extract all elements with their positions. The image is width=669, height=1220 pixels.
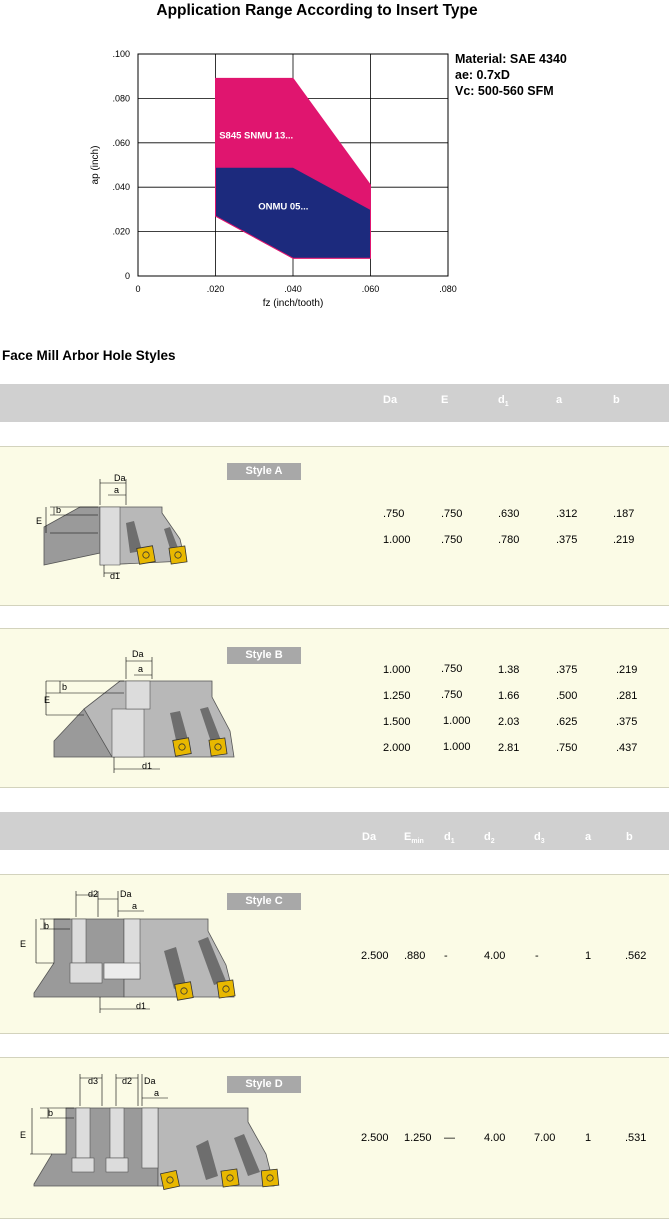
y-tick-label: .080: [112, 93, 130, 104]
label-b: b: [62, 682, 68, 692]
section-title: Face Mill Arbor Hole Styles: [2, 348, 176, 363]
label-a: a: [114, 485, 120, 495]
label-da: Da: [144, 1076, 156, 1086]
label-b: b: [48, 1108, 54, 1118]
cell: .750: [383, 508, 405, 520]
style-c-diagram: [14, 885, 254, 1020]
y-tick-label: 0: [124, 271, 130, 281]
ae-line: ae: 0.7xD: [455, 68, 510, 82]
table2-header: [0, 812, 669, 850]
header-emin: $E_{min}$: [404, 831, 424, 846]
cell: .780: [498, 534, 520, 546]
cell: 2.500: [361, 950, 389, 962]
cell: .880: [404, 950, 426, 962]
series-label-snmu: S845 SNMU 13...: [219, 130, 294, 142]
cell: .187: [613, 508, 635, 520]
label-da: Da: [120, 889, 132, 899]
header-a: a: [556, 394, 563, 406]
cell: .219: [613, 534, 635, 546]
cell: 2.000: [383, 742, 411, 754]
application-range-chart: [0, 0, 669, 320]
style-d-badge: Style D: [227, 1076, 301, 1093]
style-d-diagram: [16, 1068, 286, 1208]
cell: 1.500: [383, 716, 411, 728]
label-e: E: [20, 1130, 27, 1140]
cell: .281: [616, 690, 638, 702]
label-da: Da: [132, 649, 144, 659]
style-b-badge: Style B: [227, 647, 301, 664]
label-d1: d1: [110, 571, 121, 581]
style-a-badge: Style A: [227, 463, 301, 480]
cell: 1: [585, 950, 592, 962]
x-axis-label: fz (inch/tooth): [262, 298, 324, 309]
x-tick-label: .080: [439, 284, 457, 294]
x-tick-label: .060: [361, 284, 380, 294]
y-tick-label: .040: [112, 182, 130, 193]
header-e: E: [441, 394, 449, 406]
cell: 1.000: [383, 534, 411, 546]
label-d3: d3: [88, 1076, 99, 1086]
material-line: Material: SAE 4340: [455, 52, 567, 66]
vc-line: Vc: 500-560 SFM: [455, 84, 554, 98]
label-d2: d2: [122, 1076, 133, 1086]
y-tick-label: .020: [112, 226, 130, 237]
x-tick-labels: [135, 284, 456, 294]
cell: 2.81: [498, 742, 520, 754]
x-tick-label: .020: [206, 284, 225, 294]
chart-title: Application Range According to Insert Type: [156, 2, 478, 19]
cell: .562: [625, 950, 647, 962]
cell: 2.500: [361, 1132, 389, 1144]
cell: .750: [441, 534, 463, 546]
cell: 7.00: [534, 1132, 556, 1144]
header-a: a: [585, 831, 592, 843]
header-da: Da: [362, 831, 377, 843]
style-c-panel: [0, 874, 669, 1034]
cell: .437: [616, 742, 638, 754]
header-d3: $d_3$: [534, 831, 545, 846]
cell: 1.250: [404, 1132, 432, 1144]
cell: .630: [498, 508, 520, 520]
y-tick-labels: [112, 49, 130, 281]
header-b: b: [626, 831, 633, 843]
x-tick-label: .040: [284, 284, 302, 294]
header-da: Da: [383, 394, 398, 406]
y-tick-label: .060: [112, 137, 130, 148]
header-d1: $d_1$: [444, 831, 455, 846]
style-d-panel: [0, 1057, 669, 1219]
cell: .375: [556, 664, 578, 676]
cell: 1.000: [443, 715, 471, 727]
cell: .375: [556, 534, 578, 546]
y-tick-label: .100: [112, 49, 130, 59]
x-tick-label: 0: [135, 284, 141, 294]
header-d2: $d_2$: [484, 831, 495, 846]
cell: .219: [616, 664, 638, 676]
cell: 1.250: [383, 690, 411, 702]
style-a-panel: [0, 446, 669, 606]
cell: .312: [556, 508, 578, 520]
cell: 2.03: [498, 716, 520, 728]
cell: .500: [556, 690, 578, 702]
cell: 1: [585, 1132, 592, 1144]
style-b-diagram: [34, 647, 244, 777]
cell: .531: [625, 1132, 647, 1144]
y-axis-label: ap (inch): [90, 145, 101, 185]
cell: 1.000: [383, 664, 411, 676]
cell: .750: [441, 508, 463, 520]
cell: 4.00: [484, 950, 506, 962]
cell: 1.38: [498, 664, 520, 676]
label-b: b: [56, 505, 62, 515]
cell: .750: [441, 663, 463, 675]
header-d1: $d_1$: [498, 394, 509, 409]
cell: .375: [616, 716, 638, 728]
label-e: E: [36, 516, 43, 526]
cell: -: [444, 950, 448, 962]
cell: .750: [441, 689, 463, 701]
cell: 1.000: [443, 741, 471, 753]
style-b-panel: [0, 628, 669, 788]
style-c-badge: Style C: [227, 893, 301, 910]
cell: 4.00: [484, 1132, 506, 1144]
label-e: E: [44, 695, 51, 705]
label-d2: d2: [88, 889, 99, 899]
table1-header: [0, 384, 669, 422]
label-da: Da: [114, 473, 126, 483]
label-d1: d1: [142, 761, 153, 771]
label-b: b: [44, 921, 50, 931]
label-a: a: [138, 664, 144, 674]
style-a-diagram: [30, 469, 200, 584]
cell: —: [444, 1132, 455, 1144]
cell: -: [535, 950, 539, 962]
label-a: a: [132, 901, 138, 911]
header-b: b: [613, 394, 620, 406]
series-label-onmu: ONMU 05...: [258, 201, 309, 213]
cell: .625: [556, 716, 578, 728]
label-d1: d1: [136, 1001, 147, 1011]
cell: 1.66: [498, 690, 520, 702]
label-e: E: [20, 939, 27, 949]
cell: .750: [556, 742, 578, 754]
label-a: a: [154, 1088, 160, 1098]
